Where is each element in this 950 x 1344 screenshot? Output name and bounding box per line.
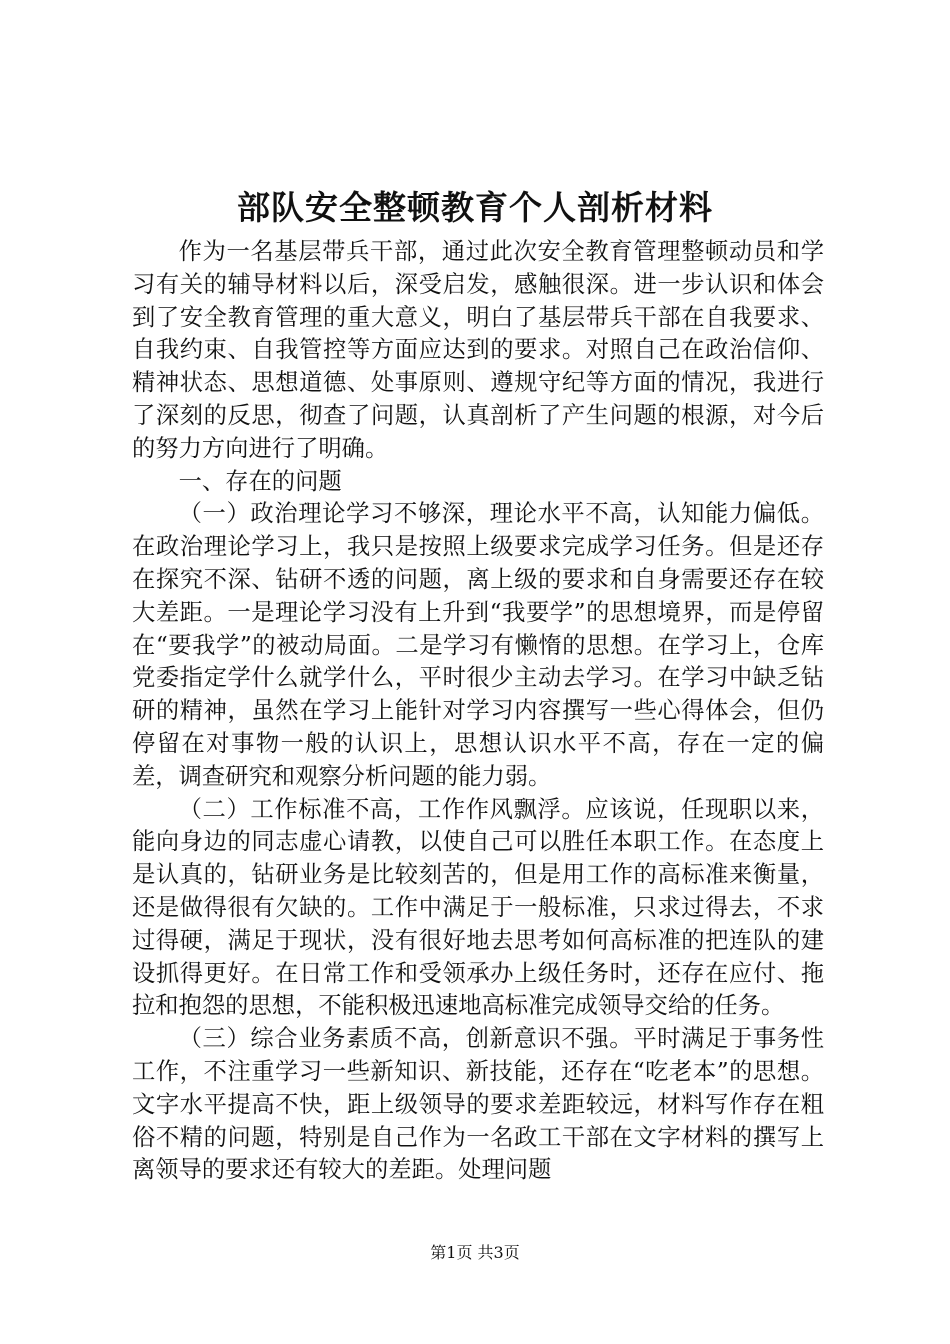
page-number-footer: 第1页 共3页: [430, 1243, 520, 1262]
problem-paragraph-3: （三）综合业务素质不高，创新意识不强。平时满足于事务性工作，不注重学习一些新知识、新技能，还存在“吃老本”的思想。文字水平提高不快，距上级领导的要求差距较远，材料写作存在粗俗不精的问题，特别是自己作为一名政工干部在文字材料的撰写上离领导的要求还有较大的差距。处理问题: [132, 1025, 824, 1184]
section-heading-problems: 一、存在的问题: [178, 467, 342, 495]
intro-paragraph: 作为一名基层带兵干部，通过此次安全教育管理整顿动员和学习有关的辅导材料以后，深受启发，感触很深。进一步认识和体会到了安全教育管理的重大意义，明白了基层带兵干部在自我要求、自我约束、自我管控等方面应达到的要求。对照自己在政治信仰、精神状态、思想道德、处事原则、遵规守纪等方面的情况，我进行了深刻的反思，彻查了问题，认真剖析了产生问题的根源，对今后的努力方向进行了明确。: [132, 238, 824, 462]
problem-paragraph-2: （二）工作标准不高，工作作风飘浮。应该说，任现职以来，能向身边的同志虚心请教，以使自己可以胜任本职工作。在态度上是认真的，钻研业务是比较刻苦的，但是用工作的高标准来衡量，还是做得很有欠缺的。工作中满足于一般标准，只求过得去，不求过得硬，满足于现状，没有很好地去思考如何高标准的把连队的建设抓得更好。在日常工作和受领承办上级任务时，还存在应付、拖拉和抱怨的思想，不能积极迅速地高标准完成领导交给的任务。: [132, 795, 824, 1020]
document-body: [132, 236, 824, 1187]
document-title: 部队安全整顿教育个人剖析材料: [237, 188, 713, 227]
problem-paragraph-1: （一）政治理论学习不够深，理论水平不高，认知能力偏低。在政治理论学习上，我只是按照上级要求完成学习任务。但是还存在探究不深、钻研不透的问题，离上级的要求和自身需要还存在较大差距。一是理论学习没有上升到“我要学”的思想境界，而是停留在“要我学”的被动局面。二是学习有懒惰的思想。在学习上，仓库党委指定学什么就学什么，平时很少主动去学习。在学习中缺乏钻研的精神，虽然在学习上能针对学习内容撰写一些心得体会，但仍停留在对事物一般的认识上，思想认识水平不高，存在一定的偏差，调查研究和观察分析问题的能力弱。: [132, 500, 824, 790]
